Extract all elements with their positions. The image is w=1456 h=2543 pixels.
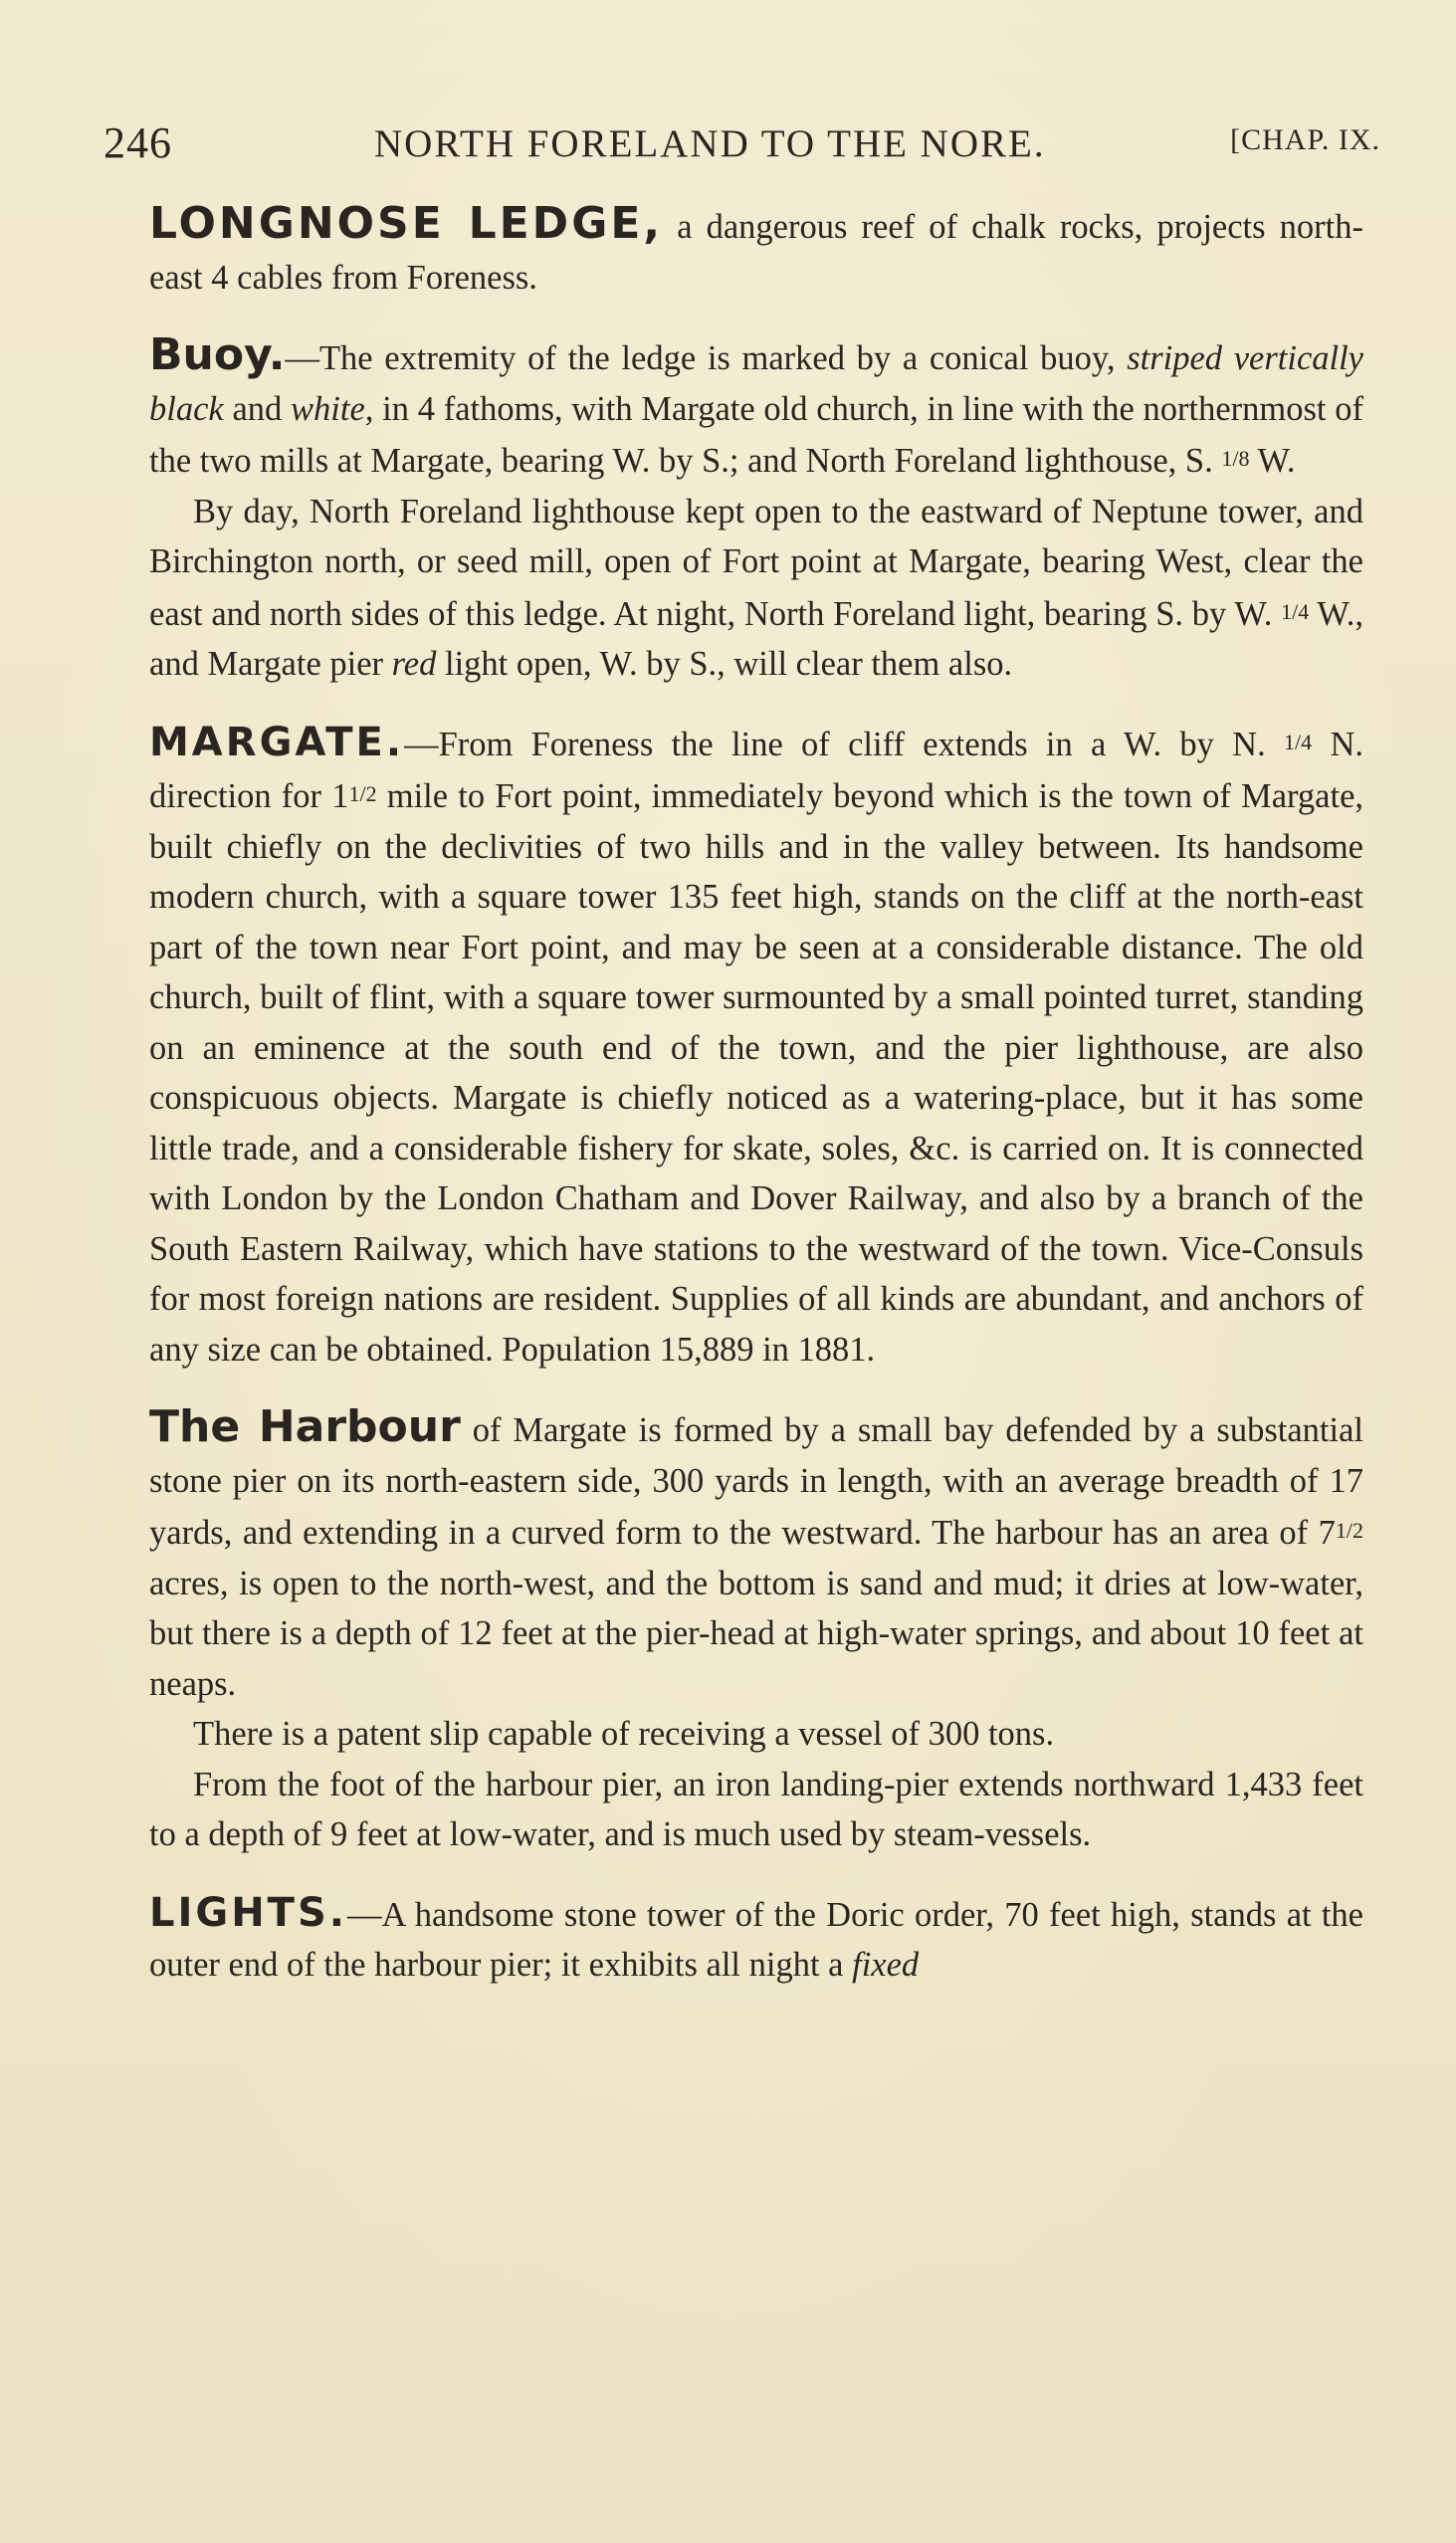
buoy-italic-2: white,	[291, 389, 374, 428]
buoy-italic-1: striped vertically black	[149, 339, 1363, 428]
lights-italic: fixed	[852, 1946, 920, 1984]
buoy-text-3: W.	[1257, 442, 1296, 480]
running-head	[104, 117, 1380, 177]
buoy-dash: —	[285, 339, 319, 377]
paragraph-patent-slip	[149, 1709, 1363, 1760]
margate-fraction-2: 1/2	[348, 781, 377, 806]
section-heading-harbour: The Harbour	[149, 1401, 461, 1452]
paragraph-landing-pier	[149, 1760, 1363, 1860]
margate-text-2: N. direction for 1	[149, 725, 1364, 815]
buoy-text-2: in 4 fathoms, with Margate old church, in line with the northernmost of the two mills at Margate, bearing W. by S.; and North Foreland lighthouse, S.	[149, 389, 1363, 480]
paragraph-longnose-ledge	[149, 199, 1363, 303]
paragraph-margate	[149, 718, 1363, 1376]
byday-text-2: W., and Margate pier	[149, 594, 1363, 683]
chapter-marker: [CHAP. IX.	[1230, 123, 1380, 156]
harbour-fraction: 1/2	[1335, 1518, 1363, 1543]
byday-italic: red	[391, 645, 437, 683]
buoy-and: and	[232, 389, 283, 428]
section-heading-buoy: Buoy.	[149, 329, 286, 380]
section-heading-margate: MARGATE.	[149, 719, 405, 765]
running-title: NORTH FORELAND TO THE NORE.	[374, 122, 1046, 165]
margate-dash: —	[404, 725, 439, 763]
byday-text-1: By day, North Foreland lighthouse kept open to the eastward of Neptune tower, and Birchington north, or seed mill, open of Fort point at Margate, bearing West, clear the east and north sides of this ledge. At night, North Foreland light, bearing S. by W.	[149, 492, 1363, 633]
section-heading-longnose-ledge: LONGNOSE LEDGE,	[149, 198, 664, 249]
longnose-text: a dangerous reef of chalk rocks, projects north-east 4 cables from Foreness.	[149, 208, 1363, 297]
page-number: 246	[104, 118, 172, 167]
margate-text-3: mile to Fort point, immediately beyond which is the town of Margate, built chiefly on the declivities of two hills and in the valley between. Its handsome modern church, with a square tower 135 feet high, stands on the cliff at the north-east part of the town near Fort point, and may be seen at a considerable distance. The old church, built of flint, with a square tower surmounted by a small pointed turret, standing on an eminence at the south end of the town, and the pier lighthouse, are also conspicuous objects. Margate is chiefly noticed as a watering-place, but it has some little trade, and a considerable fishery for skate, soles, &c. is carried on. It is connected with London by the London Chatham and Dover Railway, and also by a branch of the South Eastern Railway, which have stations to the westward of the town. Vice-Consuls for most foreign nations are resident. Supplies of all kinds are abundant, and anchors of any size can be obtained. Population 15,889 in 1881.	[149, 777, 1364, 1369]
byday-fraction: 1/4	[1281, 598, 1310, 624]
paragraph-harbour	[149, 1402, 1363, 1709]
paragraph-lights	[149, 1888, 1363, 1991]
section-heading-lights: LIGHTS.	[149, 1889, 347, 1936]
buoy-text-1: The extremity of the ledge is marked by a conical buoy,	[318, 339, 1116, 377]
lights-dash: —	[346, 1895, 382, 1934]
harbour-text-2: acres, is open to the north-west, and the bottom is sand and mud; it dries at low-water, but there is a depth of 12 feet at the pier-head at high-water springs, and about 10 feet at neaps.	[149, 1564, 1363, 1703]
paragraph-buoy	[149, 330, 1363, 487]
margate-fraction-1: 1/4	[1284, 729, 1313, 754]
lights-text-1: A handsome stone tower of the Doric order, 70 feet high, stands at the outer end of the harbour pier; it exhibits all night a	[149, 1895, 1363, 1984]
landing-text: From the foot of the harbour pier, an iron landing-pier extends northward 1,433 feet to a depth of 9 feet at low-water, and is much used by steam-vessels.	[149, 1765, 1363, 1853]
harbour-text-1: of Margate is formed by a small bay defended by a substantial stone pier on its north-eastern side, 300 yards in length, with an average breadth of 17 yards, and extending in a curved form to the westward. The harbour has an area of 7	[149, 1411, 1363, 1552]
buoy-fraction: 1/8	[1221, 446, 1250, 471]
margate-text-1: From Foreness the line of cliff extends in a W. by N.	[438, 725, 1266, 763]
slip-text: There is a patent slip capable of receiving a vessel of 300 tons.	[193, 1715, 1055, 1753]
byday-text-3: light open, W. by S., will clear them also.	[444, 645, 1013, 683]
body-text	[149, 199, 1363, 1991]
paragraph-by-day	[149, 487, 1363, 690]
